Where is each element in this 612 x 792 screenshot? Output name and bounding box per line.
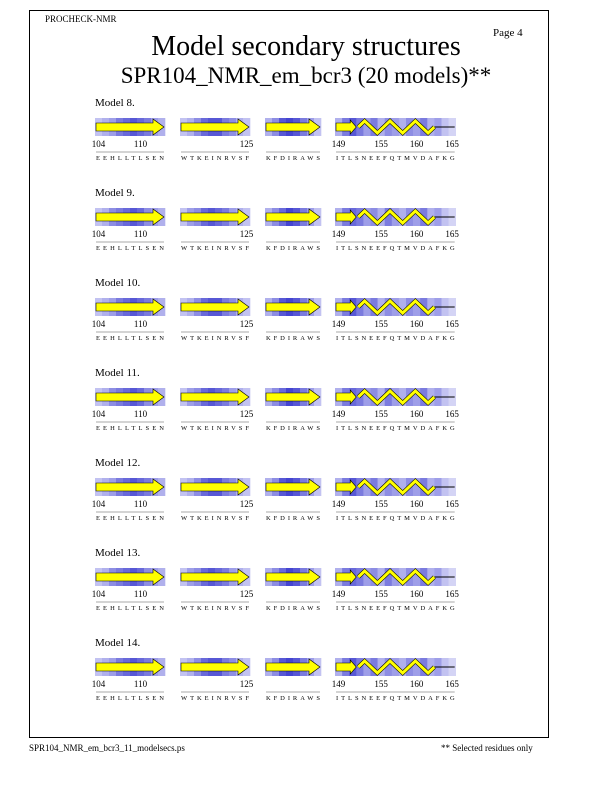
residue-number: 104 bbox=[91, 589, 106, 599]
sequence-text: EEHLLTLSEN bbox=[96, 155, 164, 162]
model-label: Model 11. bbox=[95, 367, 140, 379]
residue-number: 125 bbox=[239, 319, 254, 329]
residue-number: 155 bbox=[374, 679, 388, 689]
sequence-text: ITLSNEEFQTMVDAFKG bbox=[336, 515, 455, 522]
residue-number: 125 bbox=[239, 679, 254, 689]
residue-number: 160 bbox=[409, 679, 424, 689]
sequence-text: EEHLLTLSEN bbox=[96, 335, 164, 342]
model-label: Model 8. bbox=[95, 97, 135, 109]
ss-strip bbox=[0, 381, 612, 445]
sequence-text: EEHLLTLSEN bbox=[96, 695, 164, 702]
model-block bbox=[0, 187, 612, 277]
residue-number: 125 bbox=[239, 139, 254, 149]
sequence-text: WTKEINRVSF bbox=[181, 425, 249, 432]
sequence-text: ITLSNEEFQTMVDAFKG bbox=[336, 335, 455, 342]
sequence-text: WTKEINRVSF bbox=[181, 695, 249, 702]
residue-number: 165 bbox=[445, 139, 459, 149]
sequence-text: ITLSNEEFQTMVDAFKG bbox=[336, 605, 455, 612]
residue-number: 110 bbox=[133, 679, 148, 689]
residue-number: 125 bbox=[239, 589, 254, 599]
residue-number: 155 bbox=[374, 139, 388, 149]
residue-number: 155 bbox=[374, 409, 388, 419]
sequence-text: WTKEINRVSF bbox=[181, 335, 249, 342]
residue-number: 160 bbox=[409, 319, 424, 329]
model-block bbox=[0, 547, 612, 637]
residue-number: 110 bbox=[133, 139, 148, 149]
sequence-text: ITLSNEEFQTMVDAFKG bbox=[336, 425, 455, 432]
sequence-text: EEHLLTLSEN bbox=[96, 515, 164, 522]
residue-number: 149 bbox=[331, 319, 346, 329]
residue-number: 165 bbox=[445, 409, 459, 419]
residue-number: 125 bbox=[239, 229, 254, 239]
residue-number: 149 bbox=[331, 679, 346, 689]
residue-number: 149 bbox=[331, 589, 346, 599]
page-title: Model secondary structures bbox=[151, 31, 461, 62]
sequence-text: ITLSNEEFQTMVDAFKG bbox=[336, 695, 455, 702]
sequence-text: KFDIRAWS bbox=[266, 155, 320, 162]
residue-number: 160 bbox=[409, 589, 424, 599]
model-label: Model 10. bbox=[95, 277, 141, 289]
residue-number: 104 bbox=[91, 229, 106, 239]
footer-filename: SPR104_NMR_em_bcr3_11_modelsecs.ps bbox=[29, 743, 185, 753]
residue-number: 165 bbox=[445, 499, 459, 509]
residue-number: 149 bbox=[331, 229, 346, 239]
residue-number: 104 bbox=[91, 409, 106, 419]
sequence-text: KFDIRAWS bbox=[266, 335, 320, 342]
residue-number: 160 bbox=[409, 139, 424, 149]
ss-strip bbox=[0, 201, 612, 265]
model-label: Model 14. bbox=[95, 637, 141, 649]
residue-number: 110 bbox=[133, 319, 148, 329]
residue-number: 155 bbox=[374, 229, 388, 239]
residue-number: 104 bbox=[91, 319, 106, 329]
page-number: Page 4 bbox=[493, 27, 523, 39]
ss-strip bbox=[0, 111, 612, 175]
residue-number: 149 bbox=[331, 499, 346, 509]
page-subtitle: SPR104_NMR_em_bcr3 (20 models)** bbox=[120, 63, 492, 88]
sequence-text: EEHLLTLSEN bbox=[96, 425, 164, 432]
model-block bbox=[0, 97, 612, 187]
residue-number: 125 bbox=[239, 499, 254, 509]
sequence-text: WTKEINRVSF bbox=[181, 155, 249, 162]
residue-number: 110 bbox=[133, 229, 148, 239]
model-label: Model 13. bbox=[95, 547, 141, 559]
residue-number: 165 bbox=[445, 679, 459, 689]
residue-number: 165 bbox=[445, 319, 459, 329]
sequence-text: KFDIRAWS bbox=[266, 605, 320, 612]
residue-number: 125 bbox=[239, 409, 254, 419]
residue-number: 155 bbox=[374, 589, 388, 599]
residue-number: 165 bbox=[445, 589, 459, 599]
sequence-text: KFDIRAWS bbox=[266, 515, 320, 522]
model-block bbox=[0, 367, 612, 457]
sequence-text: KFDIRAWS bbox=[266, 245, 320, 252]
sequence-text: WTKEINRVSF bbox=[181, 515, 249, 522]
model-label: Model 9. bbox=[95, 187, 135, 199]
ss-strip bbox=[0, 561, 612, 625]
model-block bbox=[0, 637, 612, 727]
sequence-text: KFDIRAWS bbox=[266, 425, 320, 432]
residue-number: 110 bbox=[133, 589, 148, 599]
footer-note: ** Selected residues only bbox=[441, 743, 533, 753]
sequence-text: ITLSNEEFQTMVDAFKG bbox=[336, 155, 455, 162]
model-block bbox=[0, 277, 612, 367]
ss-strip bbox=[0, 471, 612, 535]
residue-number: 160 bbox=[409, 229, 424, 239]
residue-number: 104 bbox=[91, 499, 106, 509]
sequence-text: KFDIRAWS bbox=[266, 695, 320, 702]
residue-number: 160 bbox=[409, 499, 424, 509]
residue-number: 149 bbox=[331, 409, 346, 419]
residue-number: 165 bbox=[445, 229, 459, 239]
model-label: Model 12. bbox=[95, 457, 141, 469]
residue-number: 110 bbox=[133, 499, 148, 509]
residue-number: 155 bbox=[374, 499, 388, 509]
ss-strip bbox=[0, 651, 612, 715]
residue-number: 110 bbox=[133, 409, 148, 419]
sequence-text: ITLSNEEFQTMVDAFKG bbox=[336, 245, 455, 252]
residue-number: 160 bbox=[409, 409, 424, 419]
sequence-text: EEHLLTLSEN bbox=[96, 605, 164, 612]
sequence-text: WTKEINRVSF bbox=[181, 245, 249, 252]
ss-strip bbox=[0, 291, 612, 355]
residue-number: 104 bbox=[91, 679, 106, 689]
sequence-text: WTKEINRVSF bbox=[181, 605, 249, 612]
model-block bbox=[0, 457, 612, 547]
program-name: PROCHECK-NMR bbox=[45, 14, 117, 24]
sequence-text: EEHLLTLSEN bbox=[96, 245, 164, 252]
residue-number: 155 bbox=[374, 319, 388, 329]
residue-number: 149 bbox=[331, 139, 346, 149]
residue-number: 104 bbox=[91, 139, 106, 149]
